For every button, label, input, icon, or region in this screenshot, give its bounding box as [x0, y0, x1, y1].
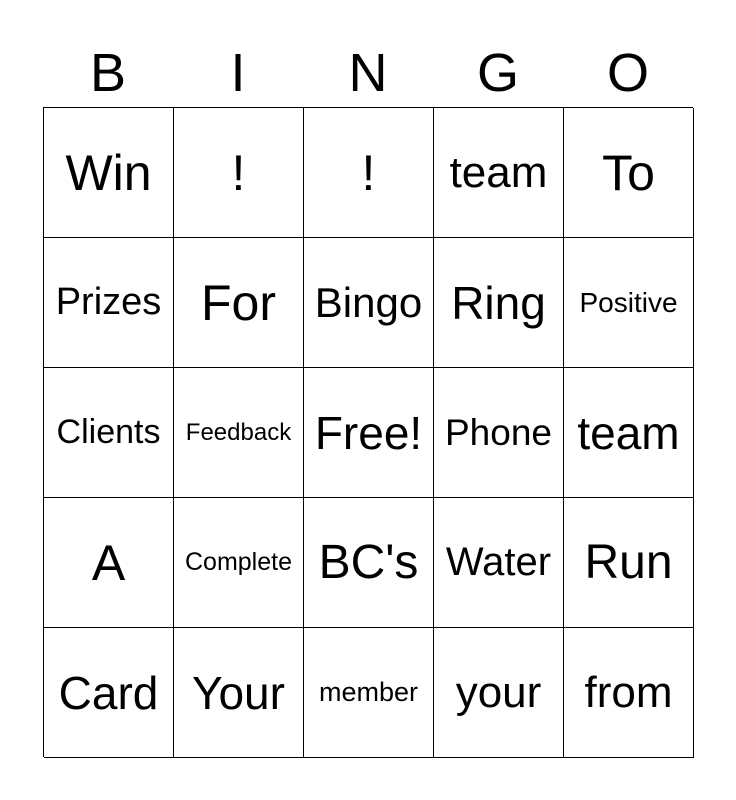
bingo-card-grid — [43, 107, 693, 757]
bingo-cell[interactable]: team — [434, 108, 564, 238]
bingo-cell[interactable]: Card — [44, 628, 174, 758]
header-letter-o: O — [606, 43, 649, 103]
bingo-cell[interactable]: Ring — [434, 238, 564, 368]
bingo-cell[interactable]: Feedback — [174, 368, 304, 498]
bingo-cell[interactable]: Your — [174, 628, 304, 758]
bingo-cell[interactable]: your — [434, 628, 564, 758]
bingo-cell[interactable]: Water — [434, 498, 564, 628]
header-letter-b: B — [89, 43, 127, 103]
bingo-cell[interactable]: Positive — [564, 238, 694, 368]
bingo-cell[interactable]: To — [564, 108, 694, 238]
bingo-cell[interactable]: from — [564, 628, 694, 758]
bingo-cell[interactable]: member — [304, 628, 434, 758]
bingo-cell[interactable]: Prizes — [44, 238, 174, 368]
bingo-cell[interactable]: ! — [174, 108, 304, 238]
bingo-cell[interactable]: Complete — [174, 498, 304, 628]
bingo-cell[interactable]: Win — [44, 108, 174, 238]
bingo-cell[interactable]: ! — [304, 108, 434, 238]
header-letter-i: I — [230, 43, 246, 103]
bingo-cell[interactable]: BC's — [304, 498, 434, 628]
bingo-cell[interactable]: Run — [564, 498, 694, 628]
bingo-cell[interactable]: A — [44, 498, 174, 628]
bingo-header — [43, 38, 693, 108]
bingo-cell[interactable]: team — [564, 368, 694, 498]
bingo-cell[interactable]: Clients — [44, 368, 174, 498]
header-letter-n: N — [348, 43, 388, 103]
header-letter-g: G — [476, 43, 519, 103]
bingo-cell[interactable]: Phone — [434, 368, 564, 498]
bingo-cell[interactable]: For — [174, 238, 304, 368]
bingo-cell[interactable]: Bingo — [304, 238, 434, 368]
bingo-cell[interactable]: Free! — [304, 368, 434, 498]
